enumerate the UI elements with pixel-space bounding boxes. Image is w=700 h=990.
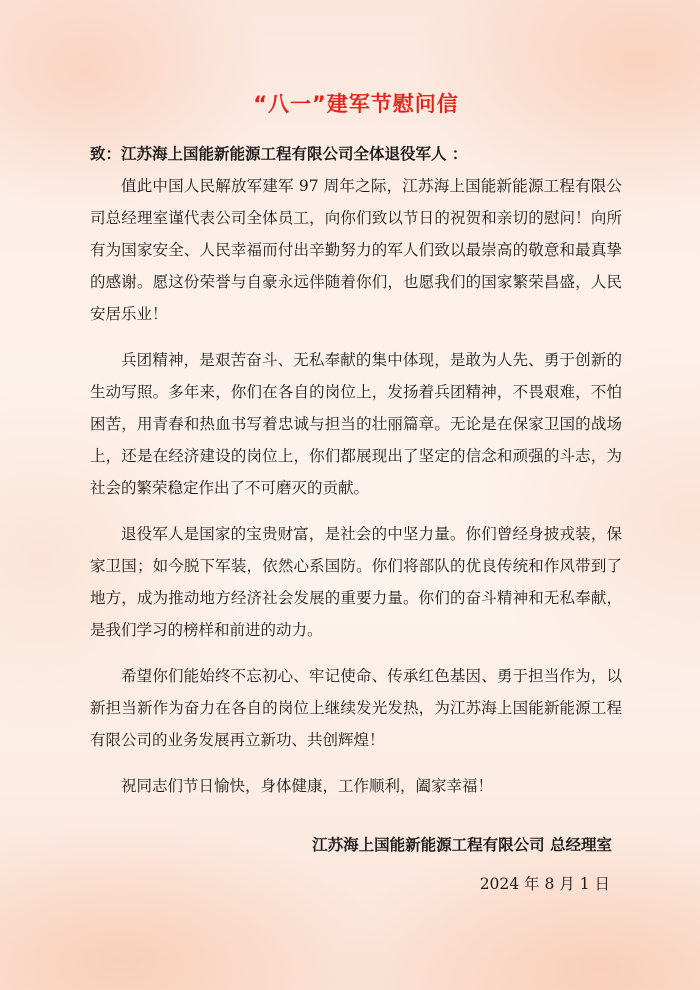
paragraph-greeting: 值此中国人民解放军建军 97 周年之际，江苏海上国能新能源工程有限公司总经理室谨代表公司全体员工，向你们致以节日的祝贺和亲切的慰问！向所有为国家安全、人民幸福而付出辛勤努力的军人们致以最崇高的敬意和最真挚的感谢。愿这份荣誉与自豪永远伴随着你们，也愿我们的国家繁荣昌盛，人民安居乐业！ — [90, 177, 622, 323]
paragraph-hope: 希望你们能始终不忘初心、牢记使命、传承红色基因、勇于担当作为，以新担当新作为奋力在各自的岗位上继续发光发热，为江苏海上国能新能源工程有限公司的业务发展再立新功、共创辉煌！ — [90, 667, 622, 749]
letter-signature: 江苏海上国能新能源工程有限公司 总经理室 — [312, 836, 612, 854]
letter-title: “八一”建军节慰问信 — [253, 92, 459, 116]
paragraph-wishes: 祝同志们节日愉快，身体健康，工作顺利，阖家幸福！ — [121, 777, 494, 795]
letter-date: 2024 年 8 月 1 日 — [479, 875, 610, 893]
paragraph-veterans: 退役军人是国家的宝贵财富，是社会的中坚力量。你们曾经身披戎装，保家卫国；如今脱下军装，依然心系国防。你们将部队的优良传统和作风带到了地方，成为推动地方经济社会发展的重要力量。你们的奋斗精神和无私奉献，是我们学习的榜样和前进的动力。 — [90, 525, 622, 639]
letter-body — [90, 170, 622, 816]
paragraph-spirit: 兵团精神，是艰苦奋斗、无私奉献的集中体现，是敢为人先、勇于创新的生动写照。多年来，你们在各自的岗位上，发扬着兵团精神，不畏艰难，不怕困苦，用青春和热血书写着忠诚与担当的壮丽篇章。无论是在保家卫国的战场上，还是在经济建设的岗位上，你们都展现出了坚定的信念和顽强的斗志，为社会的繁荣稳定作出了不可磨灭的贡献。 — [90, 351, 622, 497]
letter-recipient: 致：江苏海上国能新能源工程有限公司全体退役军人 ： — [90, 145, 468, 163]
